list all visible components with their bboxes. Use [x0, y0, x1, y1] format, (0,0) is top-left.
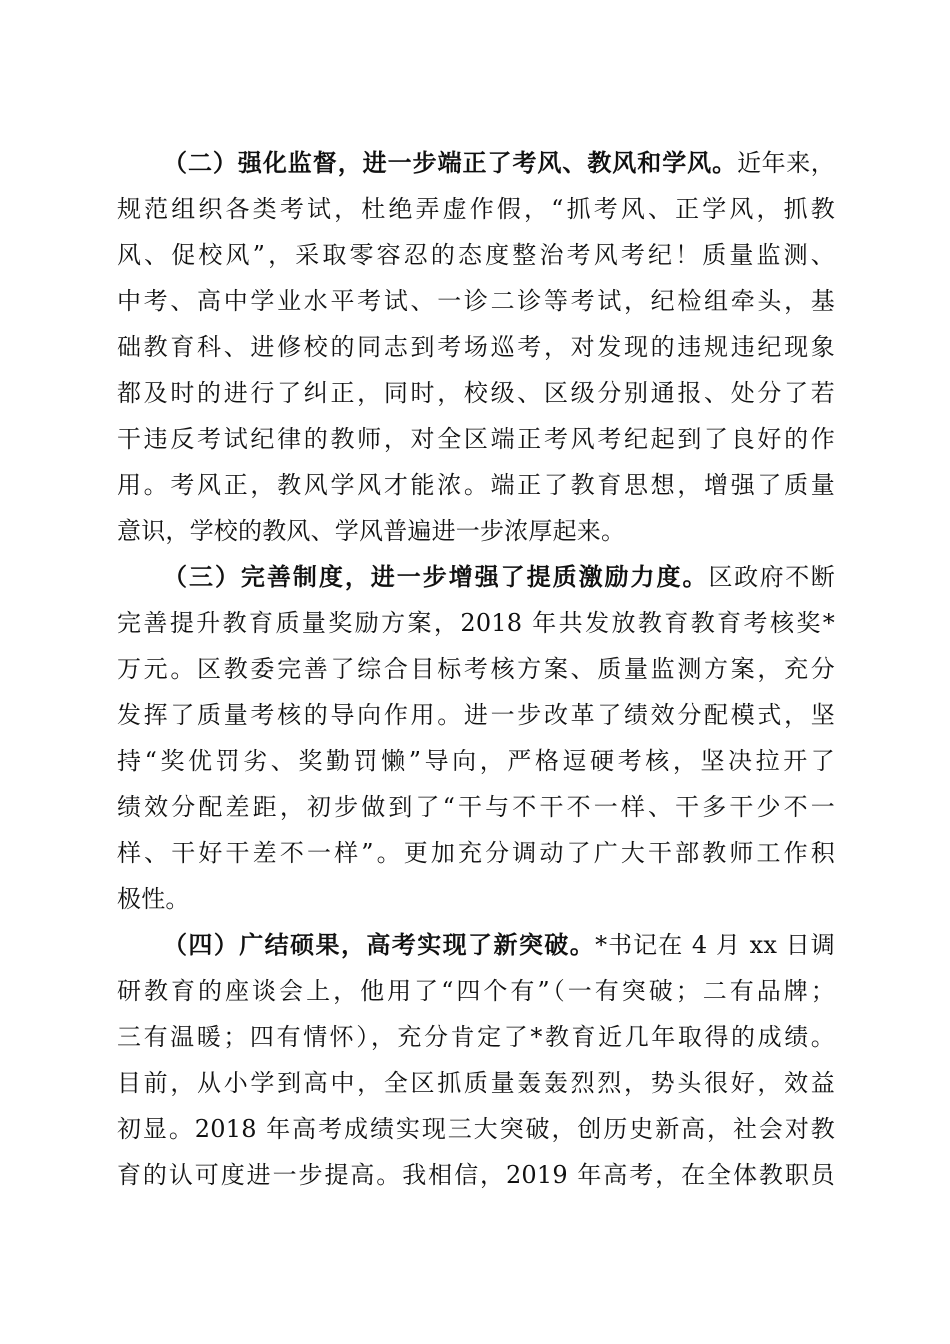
text-line: 干违反考试纪律的教师，对全区端正考风考纪起到了良好的作 — [117, 425, 835, 453]
paragraph-3-line-1 — [117, 554, 835, 600]
paragraph-4-line-1 — [117, 922, 835, 968]
paragraph-2-text: 近年来， — [737, 149, 835, 177]
text-line: 绩效分配差距，初步做到了“干与不干不一样、干多干少不一 — [117, 793, 835, 821]
paragraph-3-heading: （三）完善制度，进一步增强了提质激励力度。 — [163, 563, 709, 591]
text-line: 础教育科、进修校的同志到考场巡考，对发现的违规违纪现象 — [117, 333, 835, 361]
paragraph-2-heading: （二）强化监督，进一步端正了考风、教风和学风。 — [163, 149, 738, 177]
text-line: 研教育的座谈会上，他用了“四个有”（一有突破；二有品牌； — [117, 977, 835, 1005]
text-line: 完善提升教育质量奖励方案，2018 年共发放教育教育考核奖* — [117, 609, 835, 637]
document-body — [117, 140, 835, 1198]
text-line: 育的认可度进一步提高。我相信，2019 年高考，在全体教职员 — [117, 1161, 835, 1189]
paragraph-4-text: *书记在 4 月 xx 日调 — [595, 931, 835, 959]
text-line: 三有温暖；四有情怀），充分肯定了*教育近几年取得的成绩。 — [117, 1023, 835, 1051]
text-line: 用。考风正，教风学风才能浓。端正了教育思想，增强了质量 — [117, 471, 835, 499]
paragraph-3-text: 区政府不断 — [708, 563, 836, 591]
text-line: 持“奖优罚劣、奖勤罚懒”导向，严格逗硬考核，坚决拉开了 — [117, 747, 835, 775]
text-line: 样、干好干差不一样”。更加充分调动了广大干部教师工作积 — [117, 839, 835, 867]
text-line: 极性。 — [117, 885, 190, 913]
paragraph-2-line-1 — [117, 140, 835, 186]
text-line: 中考、高中学业水平考试、一诊二诊等考试，纪检组牵头，基 — [117, 287, 835, 315]
text-line: 初显。2018 年高考成绩实现三大突破，创历史新高，社会对教 — [117, 1115, 835, 1143]
text-line: 目前，从小学到高中，全区抓质量轰轰烈烈，势头很好，效益 — [117, 1069, 835, 1097]
text-line: 万元。区教委完善了综合目标考核方案、质量监测方案，充分 — [117, 655, 835, 683]
text-line: 规范组织各类考试，杜绝弄虚作假，“抓考风、正学风，抓教 — [117, 195, 835, 223]
text-line: 发挥了质量考核的导向作用。进一步改革了绩效分配模式，坚 — [117, 701, 835, 729]
text-line: 意识，学校的教风、学风普遍进一步浓厚起来。 — [117, 517, 626, 545]
paragraph-4-heading: （四）广结硕果，高考实现了新突破。 — [163, 931, 596, 959]
text-line: 风、促校风”，采取零容忍的态度整治考风考纪！质量监测、 — [117, 241, 835, 269]
text-line: 都及时的进行了纠正，同时，校级、区级分别通报、处分了若 — [117, 379, 835, 407]
